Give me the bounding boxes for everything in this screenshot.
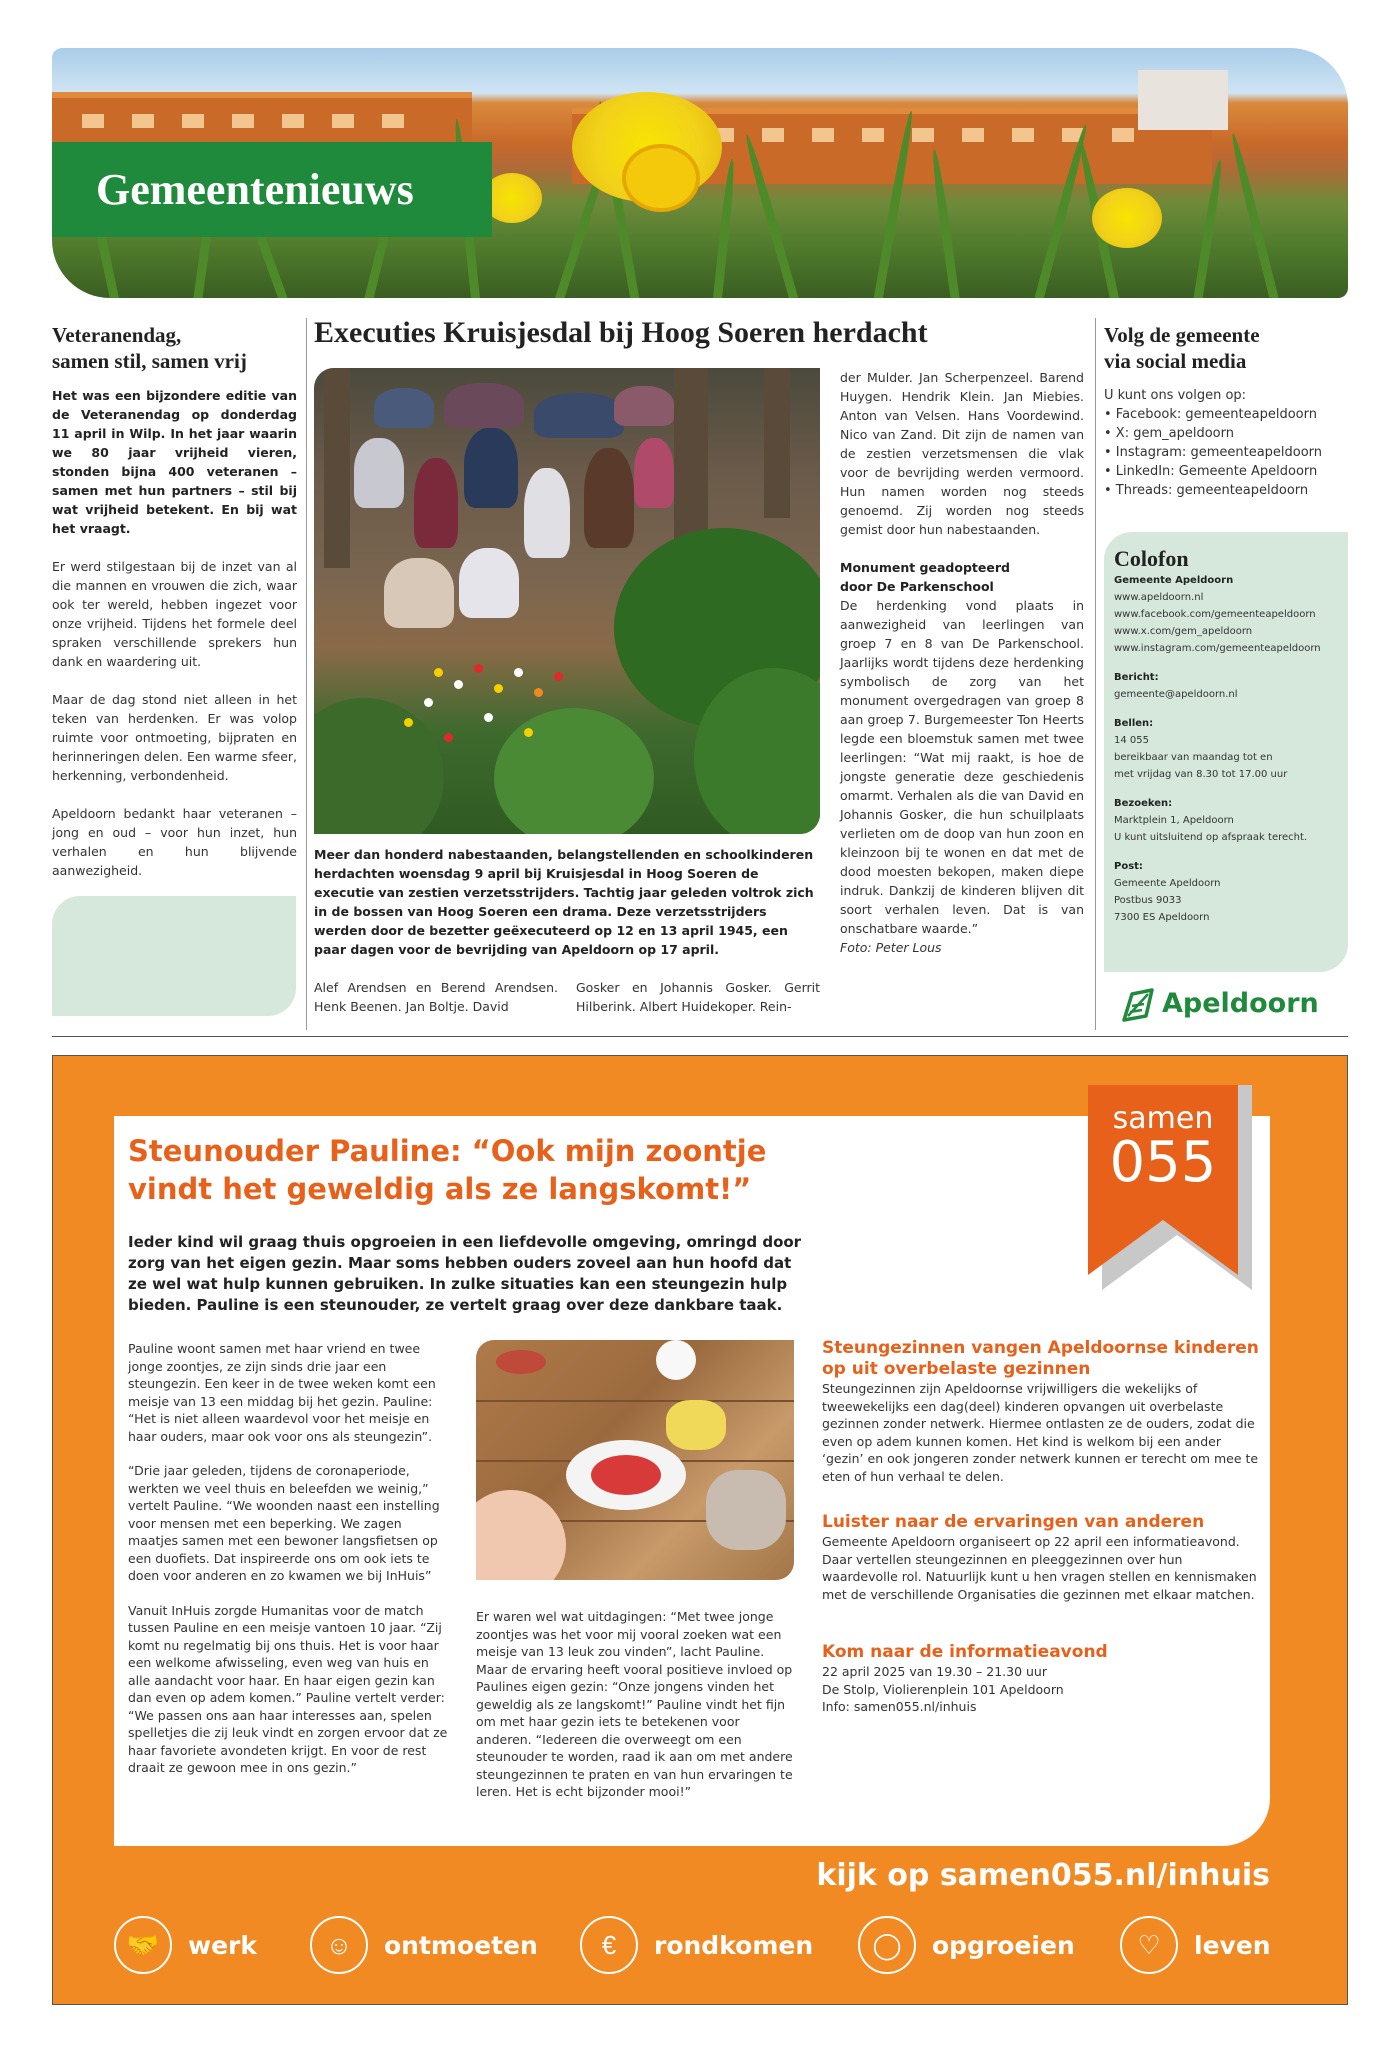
social-item: • Facebook: gemeenteapeldoorn [1104, 407, 1317, 422]
veteranendag-title-line: Veteranendag, [52, 323, 182, 347]
veteranendag-title-line: samen stil, samen vrij [52, 349, 247, 373]
paragraph: Vanuit InHuis zorgde Humanitas voor de match tussen Pauline en een meisje vantoen 10 jaar. “Zij komt nu regelmatig bij ons thuis. Het is voor haar een welkome afwisseling, even weg van huis en alle aandacht voor haar. En haar eigen gezin kan dan even op adem komen.” Pauline vertelt verder: “We passen ons aan haar interesses aan, spelen spelletjes die zij leuk vindt en zorgen ervoor dat ze haar favoriete avondeten krijgt. En voor de rest draait ze gewoon mee in ons gezin.” [128, 1602, 448, 1775]
colofon-email[interactable]: gemeente@apeldoorn.nl [1114, 689, 1238, 700]
theme-label: rondkomen [654, 1930, 814, 1960]
colofon-line: met vrijdag van 8.30 tot 17.00 uur [1114, 769, 1288, 780]
veteranendag-intro: Het was een bijzondere editie van de Veteranendag op donderdag 11 april in Wilp. In het jaar waarin we 80 jaar vrijheid vieren, stonden bijna 400 veteranen – samen met hun partners – stil bij wat vrijheid betekent. En bij wat het vraagt. [52, 388, 297, 536]
ad-column: Er waren wel wat uitdagingen: “Met twee jonge zoontjes was het voor mij vooral zoeken wat een meisje van 13 leuk zou vinden”, lacht Pauline. Maar de ervaring heeft vooral positieve invloed op Paulines eigen gezin: “Onze jongens vinden het geweldig als ze langskomt!” Pauline vindt het fijn om met haar gezin iets te betekenen voor anderen. “Iedereen die overweegt om een steunouder te worden, raad ik aan om met andere steungezinnen te praten en van hun ervaringen te leren. Het is echt bijzonder mooi!” [476, 1609, 793, 1799]
social-item: • Threads: gemeenteapeldoorn [1104, 483, 1309, 498]
logo-wordmark: Apeldoorn [1162, 988, 1319, 1019]
paragraph: Apeldoorn bedankt haar veteranen – jong en oud – voor hun inzet, hun verhalen en hun blijvende aanwezigheid. [52, 806, 297, 878]
colofon-link[interactable]: www.instagram.com/gemeenteapeldoorn [1114, 643, 1321, 654]
theme-label: opgroeien [932, 1930, 1075, 1960]
theme-label: ontmoeten [384, 1930, 538, 1960]
section-divider [52, 1036, 1348, 1037]
colofon-org: Gemeente Apeldoorn [1114, 575, 1234, 586]
family-icon: ◯ [858, 1916, 916, 1974]
paragraph: der Mulder. Jan Scherpenzeel. Barend Huygen. Hendrik Klein. Jan Miebies. Anton van Velsen. Hans Voordewind. Nico van Zand. Dit zijn de namen van de zestien verzetsmensen die vlak voor de bevrijding werden vermoord. Hun namen worden nog steeds genoemd. Zij worden nog steeds gemist door hun nabestaanden. [840, 370, 1084, 537]
column-divider [1095, 318, 1096, 1030]
colofon-label: Bezoeken: [1114, 798, 1173, 809]
paragraph: Pauline woont samen met haar vriend en twee jonge zoontjes, ze zijn sinds drie jaar een steungezin. Een keer in de twee weken komt een meisje van 13 een middag bij het gezin. Pauline: “Het is niet alleen waardevol voor het meisje en haar ouders, maar ook voor ons als steungezin”. [128, 1341, 436, 1444]
ad-url-link[interactable]: kijk op samen055.nl/inhuis [816, 1858, 1270, 1893]
theme-leven [1120, 1914, 1271, 1976]
paragraph: “Drie jaar geleden, tijdens de coronaperiode, werkten we veel thuis en beleefden we weinig,” vertelt Pauline. “We woonden naast een instelling voor mensen met een beperking. We zagen maatjes samen met een bewoner langsfietsen op een duofiets. Dat inspireerde ons om ook iets te doen voor anderen en zo kwamen we bij InHuis” [128, 1463, 440, 1583]
photo-credit: Foto: Peter Lous [840, 940, 942, 955]
paragraph: De herdenking vond plaats in aanwezigheid van leerlingen van groep 7 en 8 van De Parkenschool. Jaarlijks wordt tijdens deze herdenking symbolisch de zorg van het monument overgedragen van groep 8 aan groep 7. Burgemeester Ton Heerts legde een bloemstuk samen met twee leerlingen: “Wat mij raakt, is hoe de jongste generatie deze geschiedenis omarmt. Verhalen als die van David en Johannis Gosker, die hun schuilplaats verlieten om de doop van hun zoon en kleinzoon bij te wonen en dat met de dood moesten bekopen, maken diepe indruk. Dankzij de kinderen blijven dit soort verhalen leven. Dat is van onschatbare waarde.” [840, 598, 1084, 936]
theme-label: leven [1194, 1930, 1271, 1960]
social-list [1104, 386, 1349, 500]
column-divider [306, 318, 307, 1030]
social-title [1104, 322, 1349, 374]
ad-subheading: Luister naar de ervaringen van anderen [822, 1512, 1205, 1532]
social-title-line: Volg de gemeente [1104, 323, 1260, 347]
colofon-line: 14 055 [1114, 735, 1149, 746]
handshake-icon: 🤝 [114, 1916, 172, 1974]
samen055-badge [1088, 1085, 1252, 1290]
colofon-line: bereikbaar van maandag tot en [1114, 752, 1273, 763]
article-column: Gosker en Johannis Gosker. Gerrit Hilberink. Albert Huidekoper. Rein- [576, 980, 820, 1014]
paragraph: Er werd stilgestaan bij de inzet van al die mannen en vrouwen die zich, waar ook ter wereld, hebben ingezet voor onze vrijheid. Tijdens het formele deel spraken verschillende sprekers hun dank en waardering uit. [52, 559, 297, 669]
kids-table-photo [476, 1340, 794, 1580]
heart-house-icon: ♡ [1120, 1916, 1178, 1974]
colofon-link[interactable]: www.x.com/gem_apeldoorn [1114, 626, 1253, 637]
colofon-line: Postbus 9033 [1114, 895, 1182, 906]
social-item: • Instagram: gemeenteapeldoorn [1104, 445, 1323, 460]
decorative-box [52, 896, 296, 1016]
theme-ontmoeten [310, 1914, 538, 1976]
theme-opgroeien [858, 1914, 1075, 1976]
colofon-link[interactable]: www.facebook.com/gemeenteapeldoorn [1114, 609, 1316, 620]
social-title-line: via social media [1104, 349, 1247, 373]
theme-werk [114, 1914, 257, 1976]
social-intro: U kunt ons volgen op: [1104, 388, 1247, 403]
ad-intro: Ieder kind wil graag thuis opgroeien in een liefdevolle omgeving, omringd door zorg van het eigen gezin. Maar soms hebben ouders zoveel aan hun hoofd dat ze wel wat hulp kunnen gebruiken. In zulke situaties kan een steungezin hulp bieden. Pauline is een steunouder, ze vertelt graag over deze dankbare taak. [128, 1233, 802, 1314]
colofon-label: Post: [1114, 861, 1143, 872]
ad-subheading: Kom naar de informatieavond [822, 1642, 1108, 1662]
event-info-link[interactable]: Info: samen055.nl/inhuis [822, 1699, 977, 1714]
ad-headline: Steunouder Pauline: “Ook mijn zoontje vindt het geweldig als ze langskomt!” [128, 1134, 767, 1206]
colofon-link[interactable]: www.apeldoorn.nl [1114, 592, 1204, 603]
colofon-title: Colofon [1114, 546, 1189, 571]
social-item: • LinkedIn: Gemeente Apeldoorn [1104, 464, 1318, 479]
social-item: • X: gem_apeldoorn [1104, 426, 1234, 441]
badge-number: 055 [1109, 1130, 1217, 1195]
ad-subheading: Steungezinnen vangen Apeldoornse kinderen op uit overbelaste gezinnen [822, 1338, 1259, 1379]
colofon-line: Marktplein 1, Apeldoorn [1114, 815, 1234, 826]
event-date: 22 april 2025 van 19.30 – 21.30 uur [822, 1664, 1047, 1679]
memorial-photo [314, 368, 820, 834]
event-details [822, 1663, 1262, 1716]
page-title: Gemeentenieuws [52, 142, 492, 237]
badge-word: samen [1112, 1101, 1214, 1136]
article-column: Alef Arendsen en Berend Arendsen. Henk Beenen. Jan Boltje. David [314, 980, 558, 1014]
apeldoorn-logo [1118, 984, 1338, 1028]
veteranendag-title [52, 322, 297, 374]
subheading: door De Parkenschool [840, 579, 994, 594]
paragraph: Gemeente Apeldoorn organiseert op 22 april een informatieavond. Daar vertellen steungezinnen en pleeggezinnen over hun waardevolle rol. Natuurlijk kunt u hen vragen stellen en kennismaken met de verschillende Organisaties die gezinnen met elkaar matchen. [822, 1534, 1257, 1602]
colofon-box [1104, 532, 1348, 972]
colofon-line: Gemeente Apeldoorn [1114, 878, 1221, 889]
event-location: De Stolp, Violierenplein 101 Apeldoorn [822, 1681, 1064, 1697]
paragraph: Steungezinnen zijn Apeldoornse vrijwilligers die wekelijks of tweewekelijks een dag(deel) kinderen opvangen uit overbelaste gezinnen zonder netwerk. Hiermee ontlasten ze de ouders, zodat die even op adem kunnen komen. Het kind is welkom bij een ander ‘gezin’ en ook jongeren zonder netwerk kunnen er terecht om mee te eten of hun verhaal te delen. [822, 1381, 1259, 1484]
piggy-bank-icon: € [580, 1916, 638, 1974]
photo-caption: Meer dan honderd nabestaanden, belangstellenden en schoolkinderen herdachten woensdag 9 april bij Kruisjesdal in Hoog Soeren de executie van zestien verzetsstrijders. Tachtig jaar geleden voltrok zich in de bossen van Hoog Soeren een drama. Deze verzetsstrijders werden door de bezetter geëxecuteerd op 12 en 13 april 1945, een paar dagen voor de bevrijding van Apeldoorn op 17 april. [314, 847, 814, 957]
colofon-label: Bellen: [1114, 718, 1154, 729]
ad-column [128, 1340, 450, 1777]
paragraph: Maar de dag stond niet alleen in het teken van herdenken. Er was volop ruimte voor ontmoeting, bijpraten en herinneringen delen. Een warme sfeer, herkenning, verbondenheid. [52, 692, 297, 783]
colofon-line: 7300 ES Apeldoorn [1114, 912, 1210, 923]
chat-people-icon: ☺ [310, 1916, 368, 1974]
colofon-label: Bericht: [1114, 672, 1159, 683]
colofon-line: U kunt uitsluitend op afspraak terecht. [1114, 832, 1308, 843]
theme-rondkomen [580, 1914, 813, 1976]
leaf-logo-icon [1118, 986, 1158, 1026]
article-column [840, 368, 1084, 957]
executies-title: Executies Kruisjesdal bij Hoog Soeren herdacht [314, 316, 928, 349]
theme-label: werk [188, 1930, 258, 1960]
veteranendag-article [52, 386, 297, 880]
subheading: Monument geadopteerd [840, 560, 1010, 575]
